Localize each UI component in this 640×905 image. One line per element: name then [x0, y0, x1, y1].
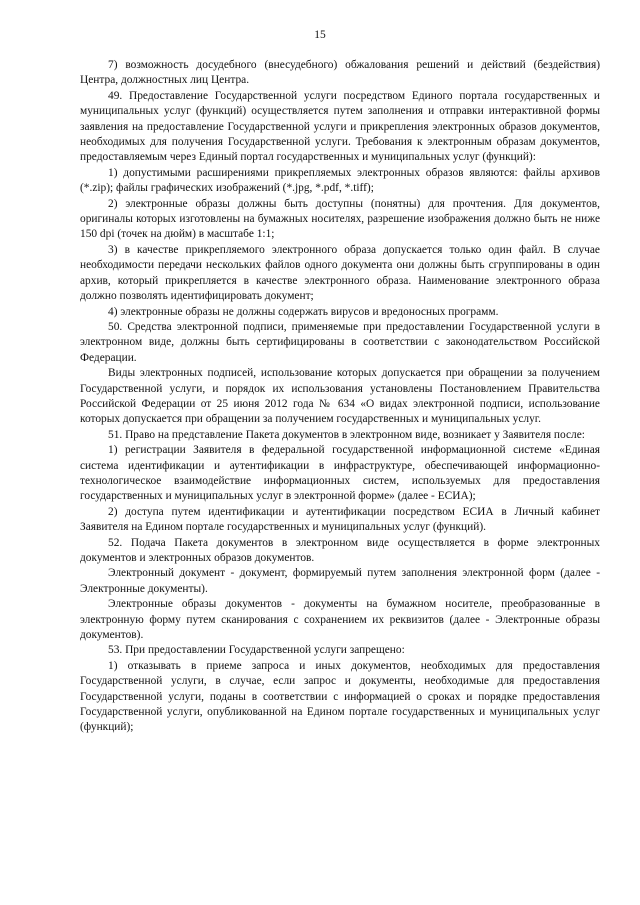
paragraph-7-appeal-right: 7) возможность досудебного (внесудебного) обжалования решений и действий (бездействия) Центра, должностных лиц Центра. [80, 59, 600, 87]
paragraph-51-submission-right: 51. Право на представление Пакета документов в электронном виде, возникает у Заявителя после: [108, 428, 585, 441]
paragraph-49-item-2-readability: 2) электронные образы должны быть доступны (понятны) для прочтения. Для документов, оригиналы которых изготовлены на бумажных носителях, разрешение изображения должно быть не ниже 150 dpi (точек на дюйм) в масштабе 1:1; [80, 197, 600, 241]
paragraph-50-signature-types: Виды электронных подписей, использование которых допускается при обращении за получением Государственной услуги, и порядок их использования установлены Постановлением Правительства Российской Федерации от 25 июня 2012 года № 634 «О видах электронной подписи, использование которых допускается при обращении за получением государственных и муниципальных услуг. [80, 367, 600, 426]
page-number: 15 [314, 29, 326, 41]
paragraph-49-item-4-no-viruses: 4) электронные образы не должны содержать вирусов и вредоносных программ. [108, 305, 499, 318]
paragraph-50-signature-tools: 50. Средства электронной подписи, применяемые при предоставлении Государственной услуги в электронном виде, должны быть сертифицированы в соответствии с законодательством Российской Федерации. [80, 320, 600, 364]
paragraph-49-portal-service: 49. Предоставление Государственной услуги посредством Единого портала государственных и муниципальных услуг (функций) осуществляется путем заполнения и отправки интерактивной формы заявления на предоставление Государственной услуги и прикрепления электронных образов документов, необходимых для получения Государственной услуги. Требования к электронным образам документов, предоставляемым через Единый портал государственных и муниципальных услуг (функций): [80, 89, 600, 164]
paragraph-52-electronic-images: Электронные образы документов - документы на бумажном носителе, преобразованные в электронную форму путем сканирования с сохранением их реквизитов (далее - Электронные образы документов). [80, 598, 600, 642]
document-body [80, 58, 600, 736]
paragraph-51-item-1-esia-registration: 1) регистрации Заявителя в федеральной государственной информационной системе «Единая система идентификации и аутентификации в инфраструктуре, обеспечивающей информационно-технологическое взаимодействие информационных систем, используемых для предоставления государственных и муниципальных услуг в электронной форме» (далее - ЕСИА); [80, 444, 600, 503]
paragraph-53-item-1-refusal: 1) отказывать в приеме запроса и иных документов, необходимых для предоставления Государственной услуги, в случае, если запрос и документы, необходимые для предоставления Государственной услуги, поданы в соответствии с информацией о сроках и порядке предоставления Государственной услуги, опубликованной на Едином портале государственных и муниципальных услуг (функций); [80, 659, 600, 734]
paragraph-49-item-1-extensions: 1) допустимыми расширениями прикрепляемых электронных образов являются: файлы архивов (*.zip); файлы графических изображений (*.jpg, *.pdf, *.tiff); [80, 166, 600, 195]
paragraph-53-prohibitions: 53. При предоставлении Государственной услуги запрещено: [108, 644, 405, 657]
paragraph-49-item-3-single-file: 3) в качестве прикрепляемого электронного образа допускается только один файл. В случае необходимости передачи нескольких файлов одного документа они должны быть сгруппированы в один архив, который прикрепляется в качестве электронного образа. Наименование электронного образа должно позволять идентифицировать документ; [80, 243, 600, 303]
paragraph-52-submission-form: 52. Подача Пакета документов в электронном виде осуществляется в форме электронных документов и электронных образов документов. [80, 536, 600, 564]
paragraph-52-electronic-document: Электронный документ - документ, формируемый путем заполнения электронной форм (далее - Электронные документы). [80, 567, 600, 595]
paragraph-51-item-2-cabinet-access: 2) доступа путем идентификации и аутентификации посредством ЕСИА в Личный кабинет Заявителя на Едином портале государственных и муниципальных услуг (функций). [80, 505, 600, 534]
